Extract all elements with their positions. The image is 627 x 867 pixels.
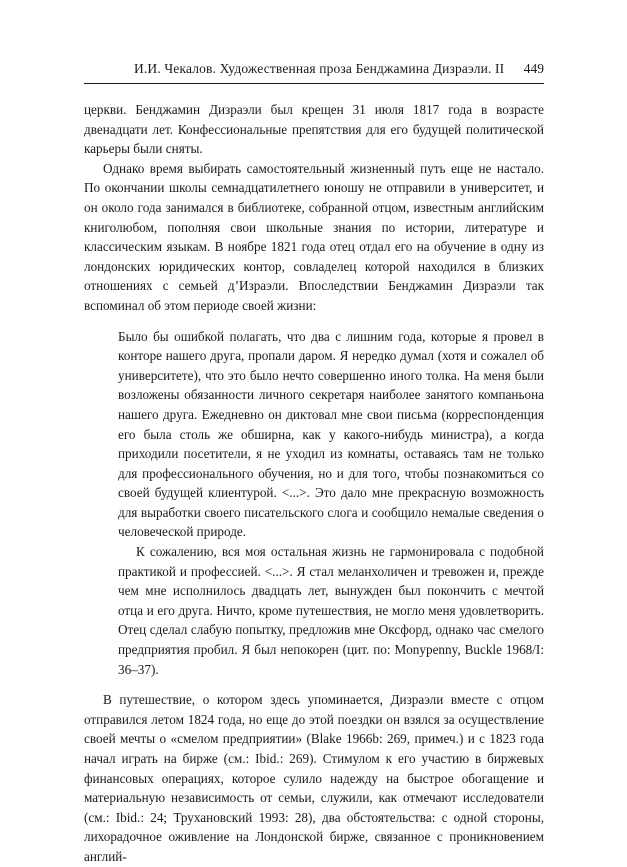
- block-quote: [118, 327, 544, 680]
- paragraph-1: церкви. Бенджамин Дизраэли был крещен 31 июля 1817 года в возрасте двенадцати лет. Конфессиональные препятствия для его будущей политической карьеры были сняты.: [84, 102, 544, 157]
- running-title: И.И. Чекалов. Художественная проза Бенджамина Дизраэли. II: [134, 61, 505, 76]
- paragraph-3: В путешествие, о котором здесь упоминается, Дизраэли вместе с отцом отправился летом 1824 года, но еще до этой поездки он взялся за осуществление своей мечты о «смелом предприятии» (Blake 1966b: 269, примеч.) и с 1823 года начал играть на бирже (см.: Ibid.: 269). Стимулом к его участию в биржевых финансовых операциях, которое сулило надежду на быстрое обогащение и материальную независимость от семьи, служили, как отмечают исследователи (см.: Ibid.: 24; Трухановский 1993: 28), два обстоятельства: с одной стороны, лихорадочное оживление на Лондонской бирже, связанное с проникновением англий-: [84, 692, 544, 864]
- page-number: 449: [523, 61, 544, 76]
- body-text: [84, 100, 544, 867]
- quote-paragraph-1: Было бы ошибкой полагать, что два с лишним года, которые я провел в конторе нашего друга, пропали даром. Я нередко думал (хотя и сожалел об университете), что это было нечто совершенно иного толка. На меня были возложены обязанности личного секретаря наиболее занятого компаньона нашего друга. Ежедневно он диктовал мне свои письма (корреспонденция его была столь же обширна, как у какого-нибудь министра), а когда приходили посетители, я не уходил из комнаты, оставаясь там не только для профессионального обучения, но и для того, чтобы познакомиться со своей будущей клиентурой. <...>. Это дало мне прекрасную возможность для выработки своего писательского слога и сообщило немалые сведения о человеческой природе.: [118, 328, 544, 540]
- header-rule: [84, 83, 544, 84]
- running-header: [84, 58, 544, 80]
- paragraph-2: Однако время выбирать самостоятельный жизненный путь еще не настало. По окончании школы семнадцатилетнего юношу не отправили в университет, и он около года занимался в библиотеке, собранной отцом, известным английским книголюбом, пополняя свои школьные знания по истории, литературе и классическим языкам. В ноябре 1821 года отец отдал его на обучение в одну из лондонских юридических контор, совладелец которой находился в близких отношениях с семьей д’Израэли. Впоследствии Бенджамин Дизраэли так вспоминал об этом периоде своей жизни:: [84, 160, 544, 313]
- quote-paragraph-2: К сожалению, вся моя остальная жизнь не гармонировала с подобной практикой и профессией. <...>. Я стал меланхоличен и тревожен и, прежде чем мне исполнилось двадцать лет, вынужден был покончить с мечтой отца и его друга. Ничто, кроме путешествия, не могло меня удовлетворить. Отец сделал слабую попытку, предложив мне Оксфорд, однако час смелого предприятия пробил. Я был непокорен (цит. по: Monypenny, Buckle 1968/I: 36–37).: [118, 544, 544, 677]
